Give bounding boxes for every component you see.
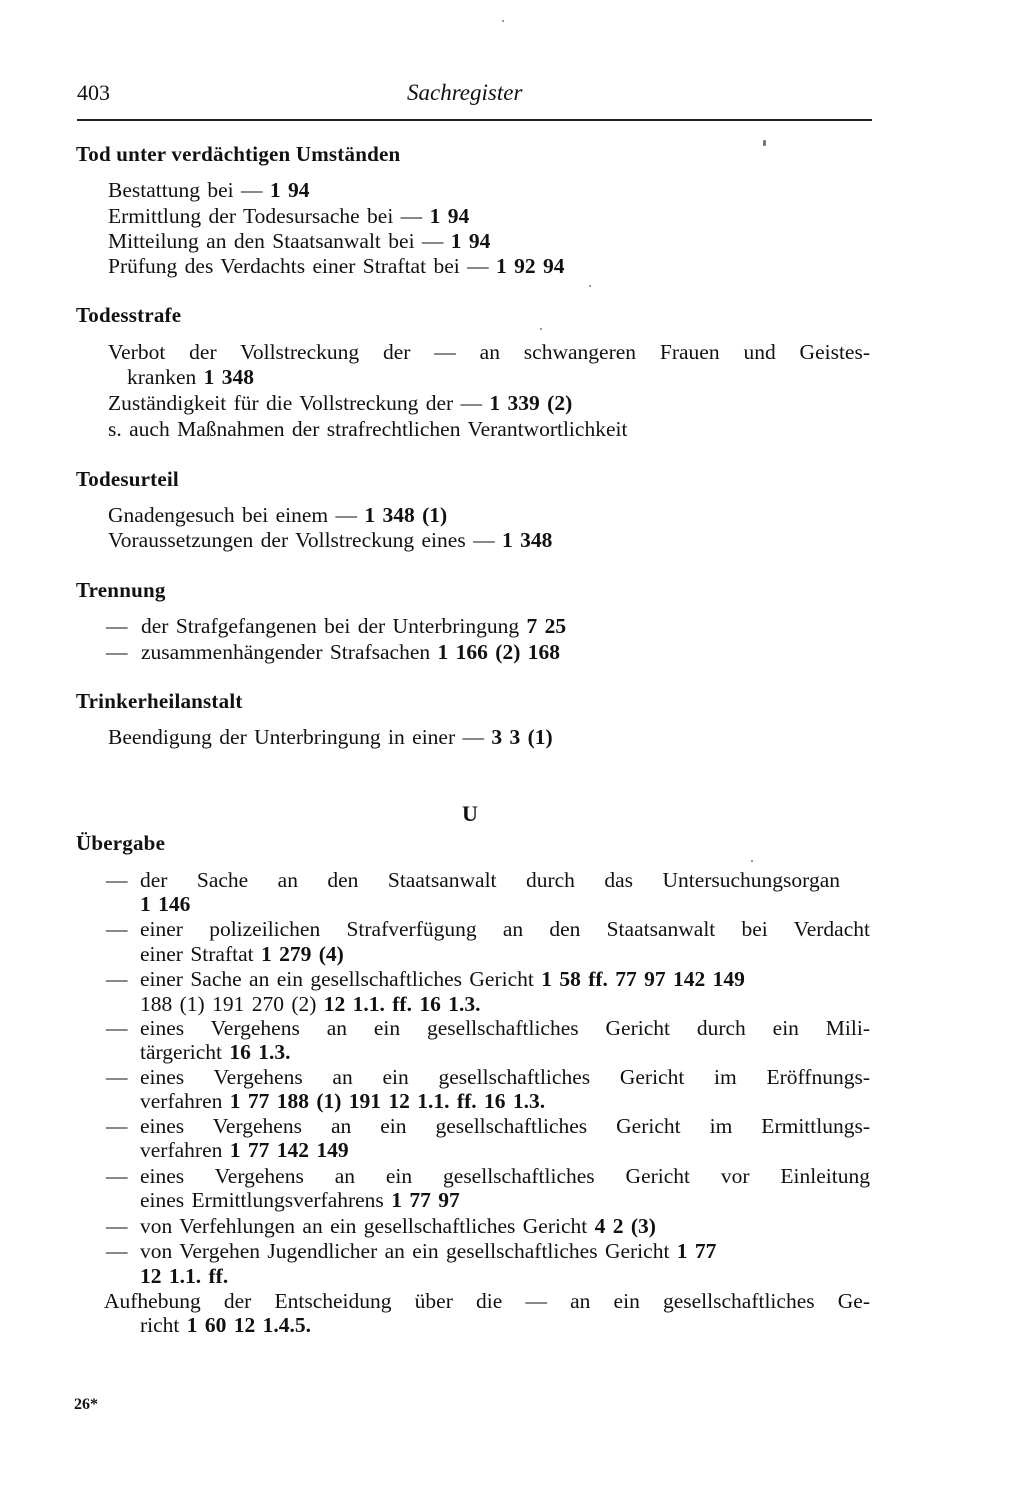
entry-line: eines Vergehens an ein gesellschaftliches Gericht durch ein Mili- bbox=[140, 1016, 870, 1040]
dash-mark: — bbox=[106, 967, 128, 991]
entry-heading: Tod unter verdächtigen Umständen bbox=[76, 142, 401, 166]
entry-line: s. auch Maßnahmen der strafrechtlichen Verantwortlichkeit bbox=[108, 417, 628, 441]
entry-line: zusammenhängender Strafsachen 1 166 (2) 168 bbox=[141, 640, 560, 664]
dash-mark: — bbox=[106, 1114, 128, 1138]
scan-speck bbox=[763, 140, 766, 146]
entry-line: verfahren 1 77 188 (1) 191 12 1.1. ff. 16 1.3. bbox=[140, 1089, 546, 1113]
entry-line: eines Vergehens an ein gesellschaftliches Gericht vor Einleitung bbox=[140, 1164, 870, 1188]
entry-line: Aufhebung der Entscheidung über die — an ein gesellschaftliches Ge- bbox=[104, 1289, 870, 1313]
scan-speck bbox=[540, 328, 542, 330]
dash-mark: — bbox=[106, 1239, 128, 1263]
entry-line: Ermittlung der Todesursache bei — 1 94 bbox=[108, 204, 470, 228]
header-rule bbox=[77, 119, 872, 121]
entry-line: Beendigung der Unterbringung in einer — 3 3 (1) bbox=[108, 725, 553, 749]
signature-mark: 26* bbox=[74, 1396, 98, 1413]
entry-line: 12 1.1. ff. bbox=[140, 1264, 229, 1288]
page-header bbox=[77, 80, 872, 114]
entry-line: Mitteilung an den Staatsanwalt bei — 1 94 bbox=[108, 229, 491, 253]
entry-line: einer Sache an ein gesellschaftliches Gericht 1 58 ff. 77 97 142 149 bbox=[140, 967, 745, 991]
entry-line: tärgericht 16 1.3. bbox=[140, 1040, 291, 1064]
entry-line: 188 (1) 191 270 (2) 12 1.1. ff. 16 1.3. bbox=[140, 992, 481, 1016]
dash-mark: — bbox=[106, 1016, 128, 1040]
entry-line: 1 146 bbox=[140, 892, 191, 916]
dash-mark: — bbox=[106, 868, 128, 892]
dash-mark: — bbox=[106, 614, 128, 638]
entry-line: eines Vergehens an ein gesellschaftliches Gericht im Ermittlungs- bbox=[140, 1114, 870, 1138]
entry-line: richt 1 60 12 1.4.5. bbox=[140, 1313, 312, 1337]
entry-line: einer Straftat 1 279 (4) bbox=[140, 942, 344, 966]
entry-line: kranken 1 348 bbox=[127, 365, 254, 389]
entry-line: Verbot der Vollstreckung der — an schwangeren Frauen und Geistes- bbox=[108, 340, 870, 364]
entry-line: Gnadengesuch bei einem — 1 348 (1) bbox=[108, 503, 448, 527]
dash-mark: — bbox=[106, 640, 128, 664]
entry-line: Zuständigkeit für die Vollstreckung der — 1 339 (2) bbox=[108, 391, 573, 415]
entry-line: von Vergehen Jugendlicher an ein gesellschaftliches Gericht 1 77 bbox=[140, 1239, 717, 1263]
entry-heading: Trinkerheilanstalt bbox=[76, 689, 243, 713]
dash-mark: — bbox=[106, 917, 128, 941]
entry-line: von Verfehlungen an ein gesellschaftliches Gericht 4 2 (3) bbox=[140, 1214, 656, 1238]
page-number: 403 bbox=[77, 80, 110, 105]
dash-mark: — bbox=[106, 1065, 128, 1089]
scan-speck bbox=[751, 860, 753, 862]
entry-line: Prüfung des Verdachts einer Straftat bei — 1 92 94 bbox=[108, 254, 565, 278]
entry-heading: Todesurteil bbox=[76, 467, 179, 491]
entry-line: der Strafgefangenen bei der Unterbringung 7 25 bbox=[141, 614, 567, 638]
entry-line: der Sache an den Staatsanwalt durch das Untersuchungsorgan bbox=[140, 868, 840, 892]
entry-line: Voraussetzungen der Vollstreckung eines — 1 348 bbox=[108, 528, 553, 552]
dash-mark: — bbox=[106, 1214, 128, 1238]
entry-line: einer polizeilichen Strafverfügung an den Staatsanwalt bei Verdacht bbox=[140, 917, 870, 941]
entry-line: verfahren 1 77 142 149 bbox=[140, 1138, 349, 1162]
scan-speck bbox=[589, 285, 591, 287]
entry-line: Bestattung bei — 1 94 bbox=[108, 178, 310, 202]
running-title: Sachregister bbox=[407, 80, 523, 105]
scan-speck bbox=[502, 20, 504, 22]
entry-heading: Trennung bbox=[76, 578, 166, 602]
entry-line: eines Ermittlungsverfahrens 1 77 97 bbox=[140, 1188, 460, 1212]
alphabet-letter: U bbox=[462, 801, 478, 826]
dash-mark: — bbox=[106, 1164, 128, 1188]
entry-heading: Übergabe bbox=[76, 831, 166, 855]
entry-line: eines Vergehens an ein gesellschaftliches Gericht im Eröffnungs- bbox=[140, 1065, 870, 1089]
entry-heading: Todesstrafe bbox=[76, 303, 182, 327]
